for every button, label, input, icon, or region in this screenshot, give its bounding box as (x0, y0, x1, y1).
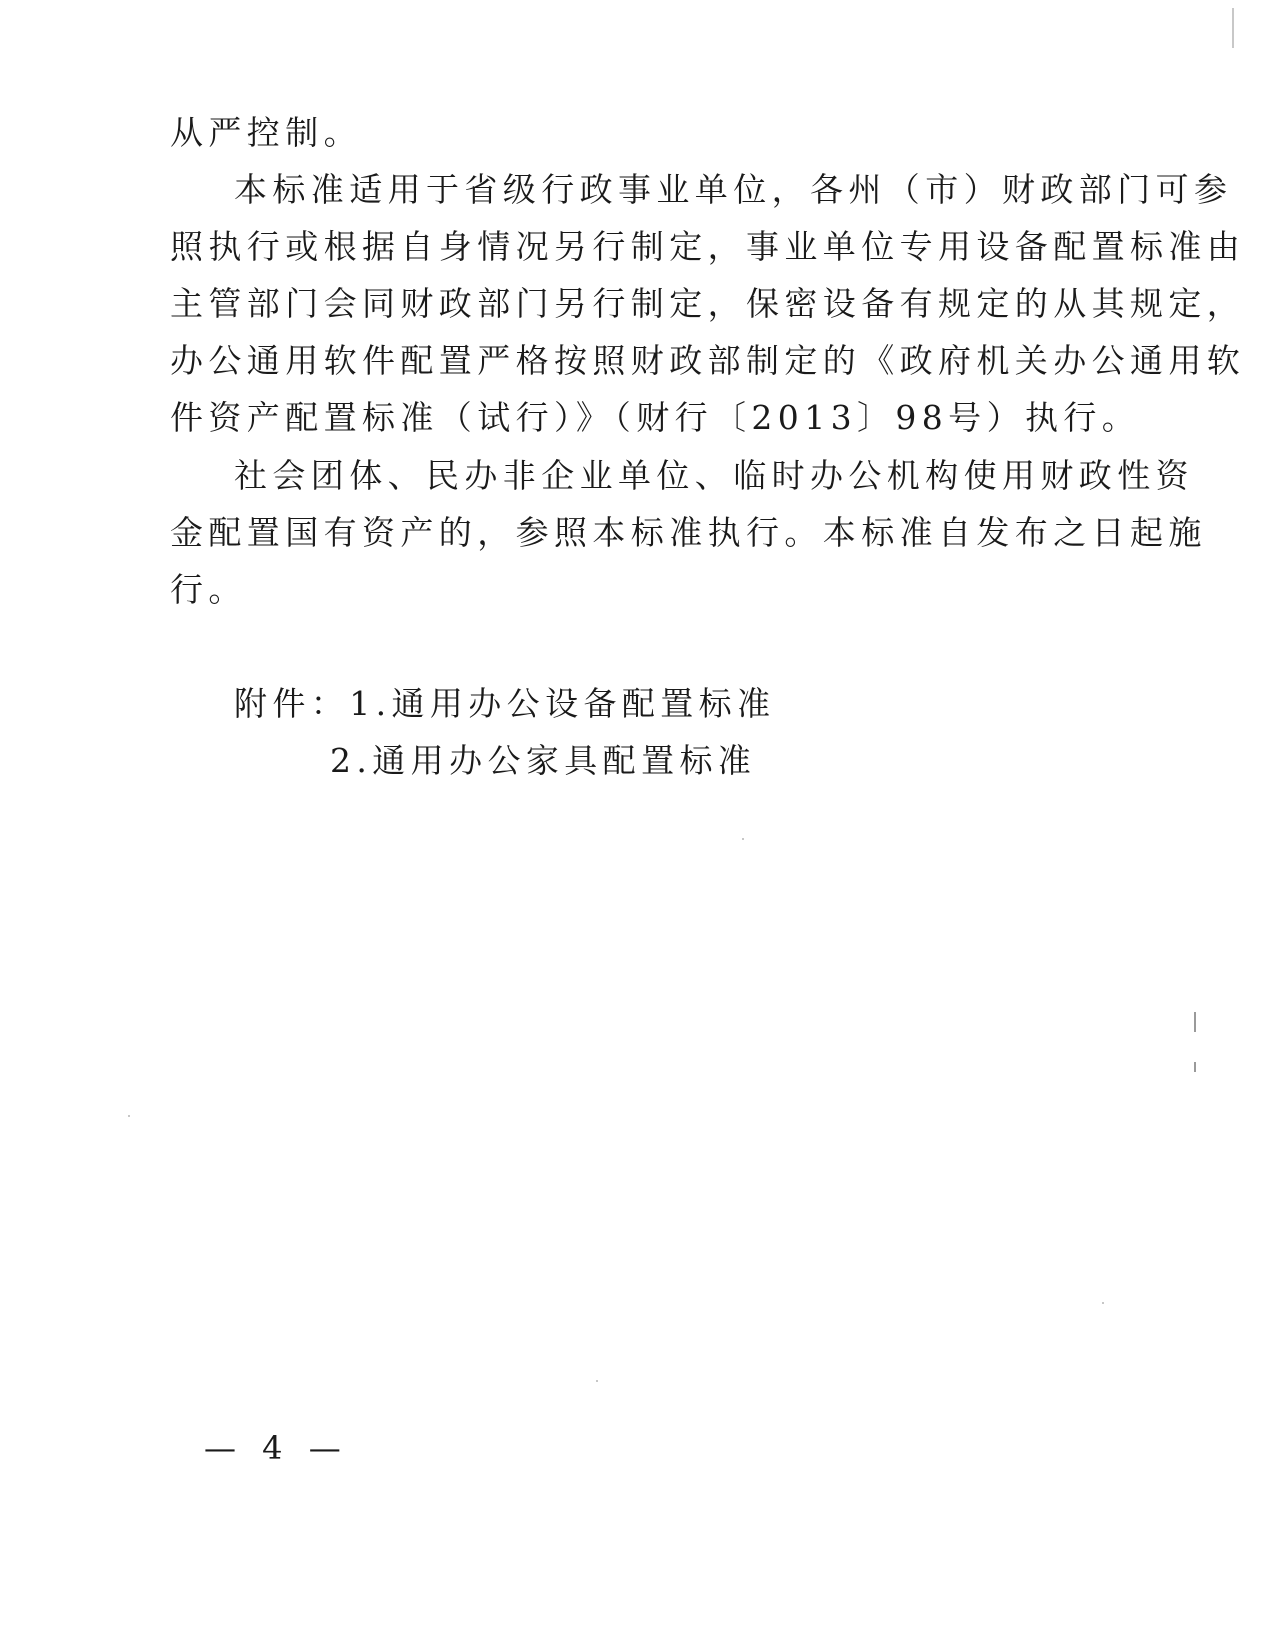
paragraph-line: 办公通用软件配置严格按照财政部制定的《政府机关办公通用软 (170, 341, 1246, 380)
paragraph-line: 金配置国有资产的，参照本标准执行。本标准自发布之日起施 (170, 513, 1207, 552)
paragraph-line: 从严控制。 (170, 113, 362, 152)
scan-speck (742, 838, 744, 840)
scan-speck (128, 1115, 130, 1117)
paragraph-line: 本标准适用于省级行政事业单位，各州（市）财政部门可参 (234, 170, 1233, 209)
scan-mark (1194, 1062, 1196, 1072)
paragraph-line: 社会团体、民办非企业单位、临时办公机构使用财政性资 (234, 456, 1194, 495)
paragraph-line: 件资产配置标准（试行）》（财行〔2013〕98号）执行。 (170, 398, 1141, 437)
scan-speck (596, 1380, 598, 1382)
scan-speck (1102, 1302, 1104, 1304)
paragraph-line: 主管部门会同财政部门另行制定，保密设备有规定的从其规定， (170, 284, 1246, 323)
paragraph-line: 照执行或根据自身情况另行制定，事业单位专用设备配置标准由 (170, 227, 1246, 266)
scan-mark (1232, 8, 1234, 48)
attachment-item: 2.通用办公家具配置标准 (330, 741, 757, 780)
scan-mark (1194, 1012, 1196, 1032)
page-number: — 4 — (204, 1429, 349, 1467)
paragraph-line: 行。 (170, 570, 247, 609)
attachment-label-line: 附件：1.通用办公设备配置标准 (234, 684, 776, 723)
